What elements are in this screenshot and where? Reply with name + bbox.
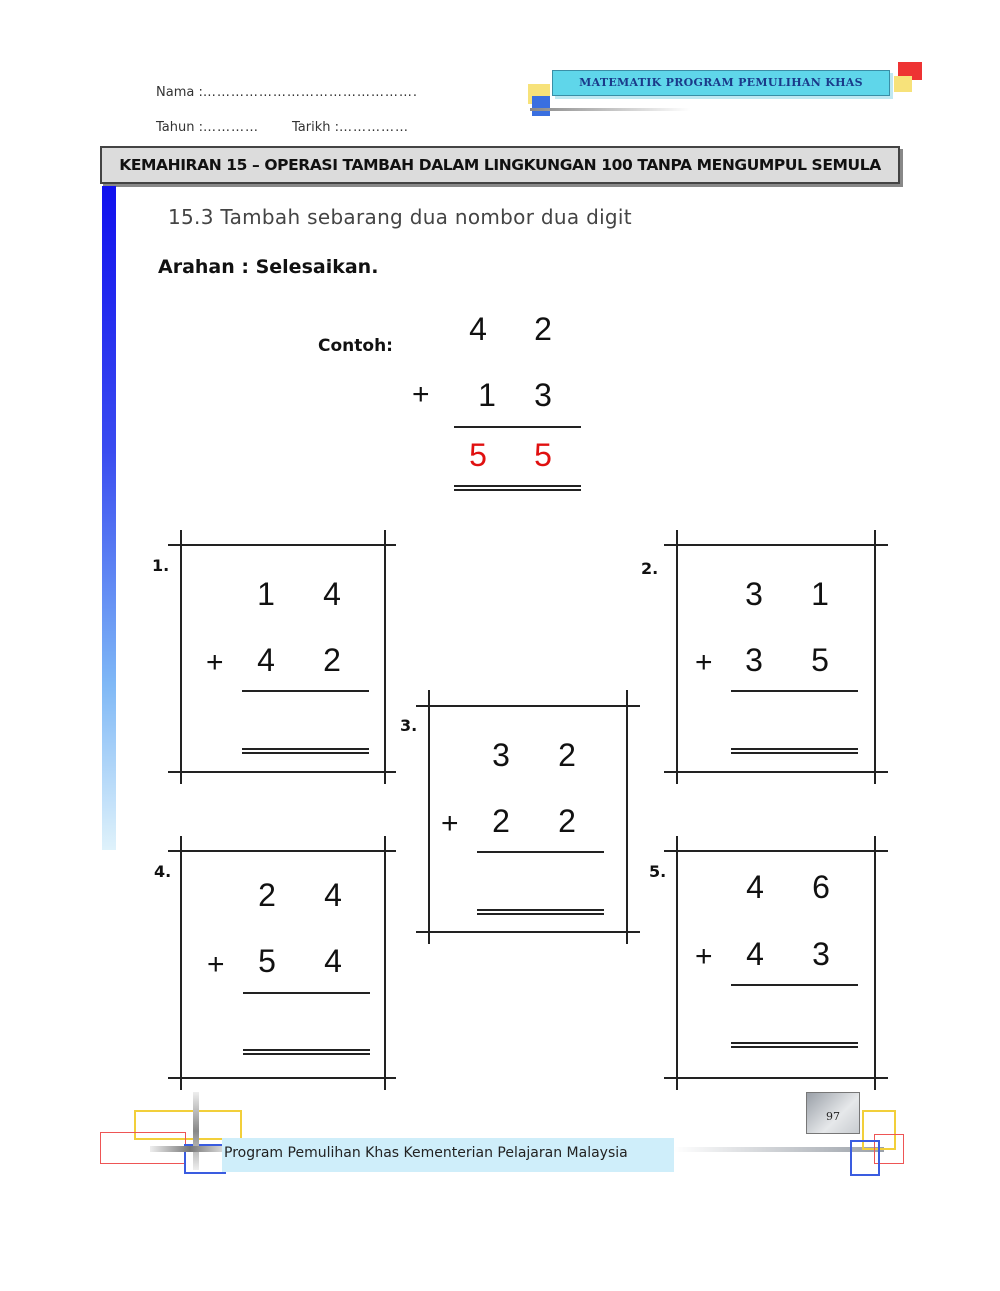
bottom-ones-digit: 5 — [811, 642, 829, 678]
box-bottom-border — [664, 1077, 888, 1079]
sum-line — [731, 690, 858, 692]
top-tens-digit: 3 — [492, 737, 510, 773]
box-left-border — [428, 690, 430, 944]
top-ones-digit: 2 — [558, 737, 576, 773]
decor-square-blue — [532, 96, 550, 116]
top-ones-digit: 6 — [812, 869, 830, 905]
top-tens-digit: 2 — [258, 877, 276, 913]
box-bottom-border — [664, 771, 888, 773]
example-sum-line — [454, 426, 581, 428]
skill-title: KEMAHIRAN 15 – OPERASI TAMBAH DALAM LINGKUNGAN 100 TANPA MENGUMPUL SEMULA — [119, 156, 881, 174]
decor-cross-vertical — [193, 1092, 199, 1170]
date-field[interactable] — [292, 120, 409, 135]
answer-double-line[interactable] — [477, 909, 604, 915]
top-tens-digit: 3 — [745, 576, 763, 612]
box-bottom-border — [168, 771, 396, 773]
box-right-border — [384, 836, 386, 1090]
answer-double-line[interactable] — [731, 1042, 858, 1048]
sum-line — [242, 690, 369, 692]
box-top-border — [168, 850, 396, 852]
name-label: Nama : — [156, 85, 203, 100]
bottom-tens-digit: 3 — [745, 642, 763, 678]
page-number-box — [806, 1092, 860, 1134]
decor-cross-horizontal — [150, 1146, 230, 1152]
name-field[interactable] — [156, 85, 418, 100]
example-plus-sign: + — [412, 378, 430, 411]
bottom-ones-digit: 3 — [812, 936, 830, 972]
year-label: Tahun : — [156, 120, 203, 135]
box-right-border — [384, 530, 386, 784]
example-top-tens: 4 — [469, 311, 487, 347]
answer-double-line[interactable] — [243, 1049, 370, 1055]
box-bottom-border — [416, 931, 640, 933]
box-top-border — [664, 544, 888, 546]
box-top-border — [416, 705, 640, 707]
box-right-border — [626, 690, 628, 944]
plus-sign: + — [695, 940, 713, 973]
box-left-border — [676, 836, 678, 1090]
year-field[interactable] — [156, 120, 259, 135]
example-answer-tens: 5 — [469, 437, 487, 473]
problem-number: 1. — [152, 556, 170, 575]
top-tens-digit: 1 — [257, 576, 275, 612]
example-top-ones: 2 — [534, 311, 552, 347]
box-right-border — [874, 530, 876, 784]
sum-line — [477, 851, 604, 853]
problem-number: 5. — [649, 862, 667, 881]
example-double-line — [454, 485, 581, 491]
bottom-tens-digit: 4 — [746, 936, 764, 972]
bottom-ones-digit: 4 — [324, 943, 342, 979]
example-label: Contoh: — [318, 336, 393, 356]
problem-number: 3. — [400, 716, 418, 735]
bottom-ones-digit: 2 — [323, 642, 341, 678]
top-ones-digit: 4 — [323, 576, 341, 612]
bottom-tens-digit: 4 — [257, 642, 275, 678]
bottom-tens-digit: 5 — [258, 943, 276, 979]
subtopic-heading: 15.3 Tambah sebarang dua nombor dua digit — [168, 205, 632, 229]
year-dots: ………… — [203, 120, 259, 135]
problem-number: 2. — [641, 559, 659, 578]
answer-double-line[interactable] — [242, 748, 369, 754]
box-left-border — [180, 836, 182, 1090]
instruction: Arahan : Selesaikan. — [158, 256, 379, 278]
skill-title-bar — [100, 146, 900, 184]
decor-frame-blue-right — [850, 1140, 880, 1176]
example-answer-ones: 5 — [534, 437, 552, 473]
box-bottom-border — [168, 1077, 396, 1079]
box-left-border — [676, 530, 678, 784]
example-bottom-ones: 3 — [534, 377, 552, 413]
date-dots: …………… — [339, 120, 409, 135]
example-bottom-tens: 1 — [478, 377, 496, 413]
program-banner — [552, 70, 890, 96]
box-left-border — [180, 530, 182, 784]
plus-sign: + — [207, 948, 225, 981]
box-top-border — [168, 544, 396, 546]
plus-sign: + — [695, 646, 713, 679]
top-tens-digit: 4 — [746, 869, 764, 905]
plus-sign: + — [206, 646, 224, 679]
bottom-tens-digit: 2 — [492, 803, 510, 839]
page-number: 97 — [826, 1110, 840, 1123]
plus-sign: + — [441, 807, 459, 840]
name-dots: ………………………………………. — [202, 85, 418, 100]
top-ones-digit: 4 — [324, 877, 342, 913]
problem-number: 4. — [154, 862, 172, 881]
answer-double-line[interactable] — [731, 748, 858, 754]
date-label: Tarikh : — [292, 120, 339, 135]
bottom-ones-digit: 2 — [558, 803, 576, 839]
top-ones-digit: 1 — [811, 576, 829, 612]
side-stripe — [102, 186, 116, 850]
footer-text: Program Pemulihan Khas Kementerian Pelajaran Malaysia — [224, 1145, 628, 1161]
banner-text: MATEMATIK PROGRAM PEMULIHAN KHAS — [579, 76, 863, 89]
box-right-border — [874, 836, 876, 1090]
sum-line — [243, 992, 370, 994]
sum-line — [731, 984, 858, 986]
decor-line — [530, 108, 690, 111]
decor-square-yellow-2 — [894, 76, 912, 92]
box-top-border — [664, 850, 888, 852]
